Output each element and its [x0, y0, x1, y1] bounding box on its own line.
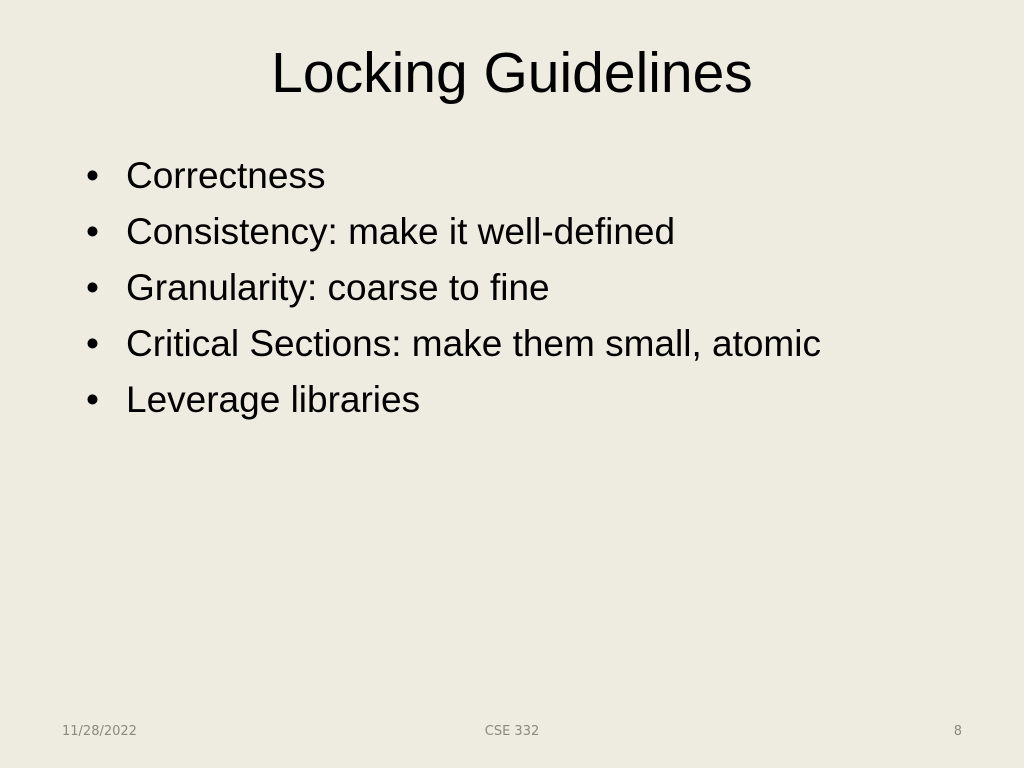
bullet-list [84, 148, 821, 428]
bullet-item: • Consistency: make it well-defined [84, 204, 821, 260]
footer-course: CSE 332 [484, 724, 540, 739]
bullet-item: • Critical Sections: make them small, atomic [84, 316, 821, 372]
footer-date: 11/28/2022 [62, 724, 137, 739]
slide-title: Locking Guidelines [271, 41, 753, 105]
bullet-item: • Leverage libraries [84, 372, 821, 428]
footer-page-number: 8 [953, 724, 962, 739]
bullet-item: • Correctness [84, 148, 821, 204]
bullet-item: • Granularity: coarse to fine [84, 260, 821, 316]
